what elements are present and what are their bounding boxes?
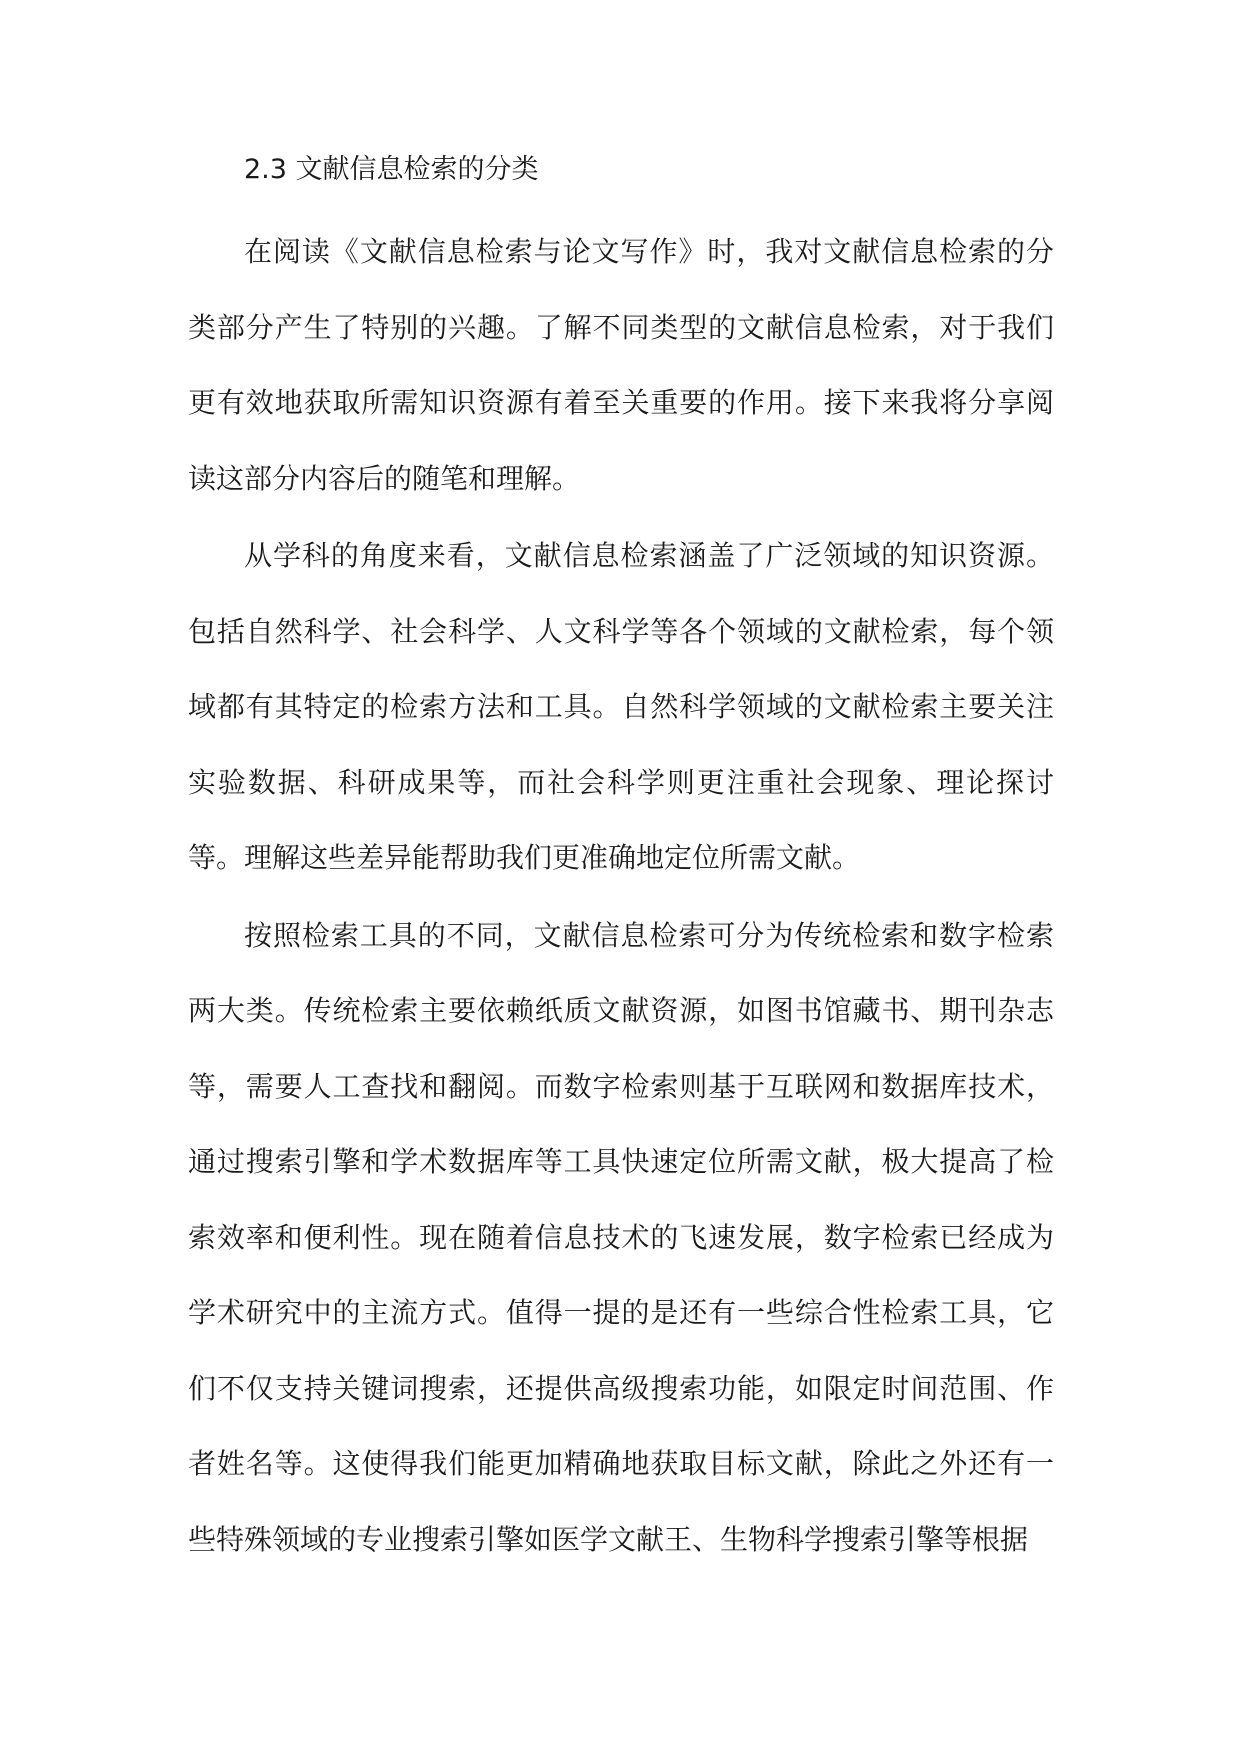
paragraph-discipline: 从学科的角度来看，文献信息检索涵盖了广泛领域的知识资源。包括自然科学、社会科学、人文科学等各个领域的文献检索，每个领域都有其特定的检索方法和工具。自然科学领域的文献检索主要关注实验数据、科研成果等，而社会科学则更注重社会现象、理论探讨等。理解这些差异能帮助我们更准确地定位所需文献。	[188, 539, 1054, 874]
paragraph-retrieval-tools: 按照检索工具的不同，文献信息检索可分为传统检索和数字检索两大类。传统检索主要依赖纸质文献资源，如图书馆藏书、期刊杂志等，需要人工查找和翻阅。而数字检索则基于互联网和数据库技术，通过搜索引擎和学术数据库等工具快速定位所需文献，极大提高了检索效率和便利性。现在随着信息技术的飞速发展，数字检索已经成为学术研究中的主流方式。值得一提的是还有一些综合性检索工具，它们不仅支持关键词搜索，还提供高级搜索功能，如限定时间范围、作者姓名等。这使得我们能更加精确地获取目标文献，除此之外还有一些特殊领域的专业搜索引擎如医学文献王、生物科学搜索引擎等根据	[188, 918, 1054, 1556]
document-body	[188, 140, 1054, 1577]
paragraph-intro: 在阅读《文献信息检索与论文写作》时，我对文献信息检索的分类部分产生了特别的兴趣。了解不同类型的文献信息检索，对于我们更有效地获取所需知识资源有着至关重要的作用。接下来我将分享阅读这部分内容后的随笔和理解。	[188, 235, 1054, 495]
section-heading: 2.3 文献信息检索的分类	[244, 154, 539, 185]
